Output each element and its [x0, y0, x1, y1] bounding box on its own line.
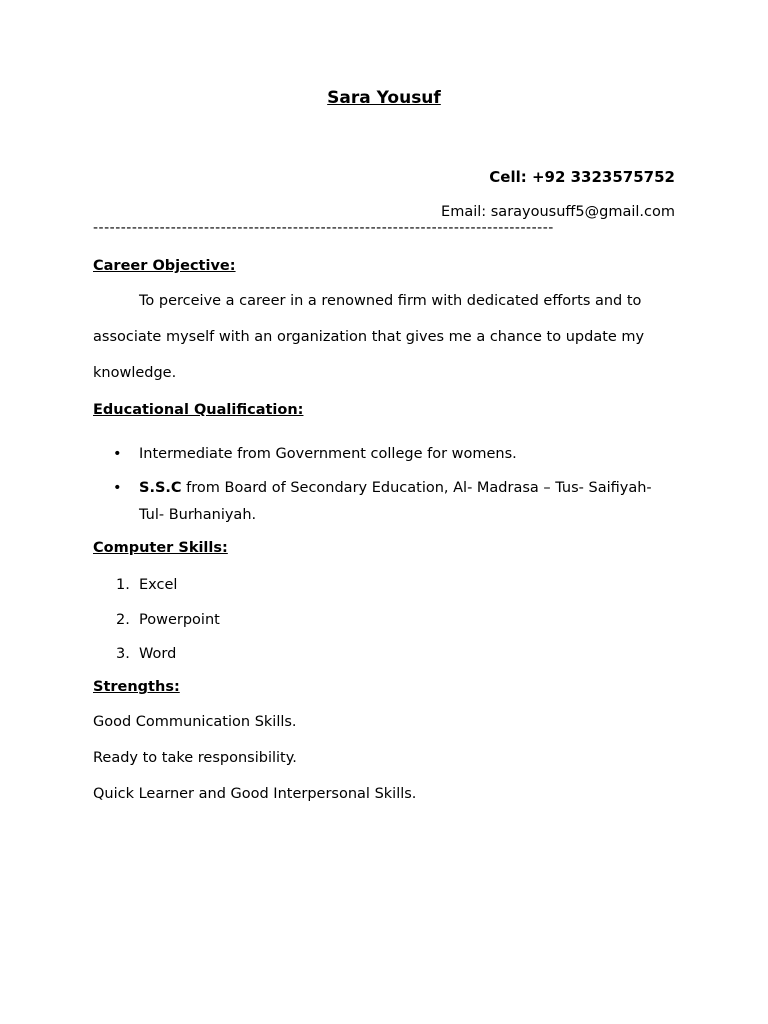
list-number: 1. — [116, 577, 130, 593]
skill-item-text: Excel — [139, 577, 178, 593]
education-item — [113, 441, 673, 468]
education-item — [113, 475, 673, 529]
divider-line: ----------------------------------------------------------------------------------- — [93, 220, 554, 236]
computer-skills-heading: Computer Skills: — [93, 540, 228, 556]
education-item-text: Intermediate from Government college for womens. — [139, 446, 517, 462]
candidate-name: Sara Yousuf — [327, 88, 441, 108]
career-objective-heading: Career Objective: — [93, 258, 236, 274]
career-objective-text: To perceive a career in a renowned firm with dedicated efforts and to associate myself with an organization that gives me a chance to update my knowledge. — [93, 293, 645, 381]
education-heading: Educational Qualification: — [93, 402, 304, 418]
skill-item — [113, 572, 673, 599]
skill-item — [113, 607, 673, 634]
strengths-heading: Strengths: — [93, 679, 180, 695]
email-address: Email: sarayousuff5@gmail.com — [441, 204, 675, 220]
skill-item — [113, 641, 673, 668]
skill-item-text: Word — [139, 646, 177, 662]
cell-phone: Cell: +92 3323575752 — [489, 168, 675, 186]
list-number: 3. — [116, 646, 130, 662]
skill-item-text: Powerpoint — [139, 612, 220, 628]
strength-item: Ready to take responsibility. — [93, 750, 297, 766]
bullet-icon: • — [113, 446, 122, 462]
list-number: 2. — [116, 612, 130, 628]
education-item-text: from Board of Secondary Education, Al- Madrasa – Tus- Saifiyah- Tul- Burhaniyah. — [139, 480, 652, 523]
bullet-icon: • — [113, 480, 122, 496]
education-item-bold: S.S.C — [139, 480, 182, 496]
strength-item: Good Communication Skills. — [93, 714, 297, 730]
strength-item: Quick Learner and Good Interpersonal Skills. — [93, 786, 417, 802]
